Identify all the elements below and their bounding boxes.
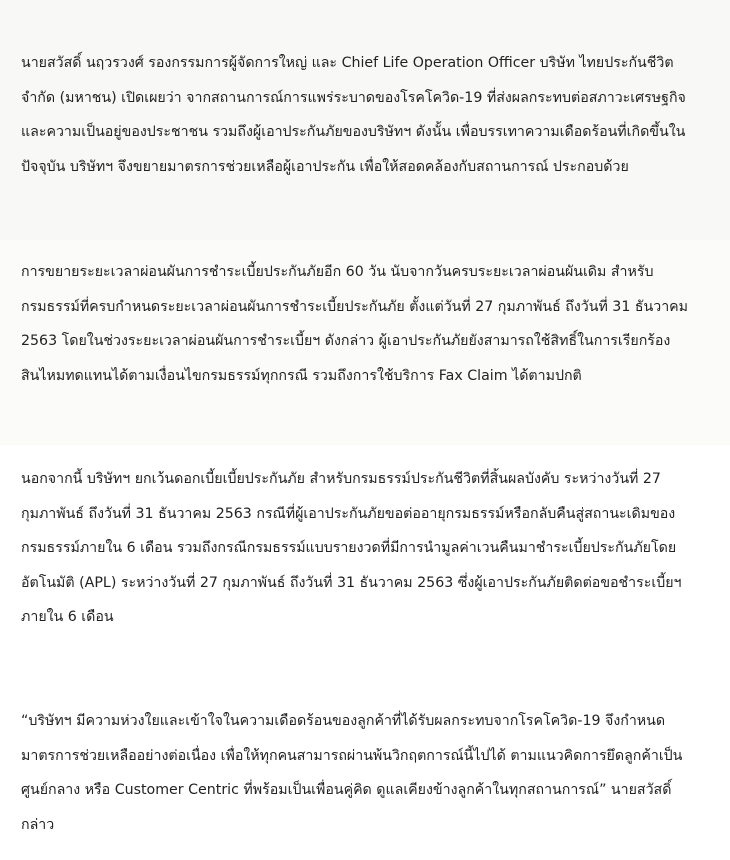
paragraph-quote: “บริษัทฯ มีความห่วงใยและเข้าใจในความเดือดร้อนของลูกค้าที่ได้รับผลกระทบจากโรคโควิด-19 จึงกำหนดมาตรการช่วยเหลืออย่างต่อเนื่อง เพื่อให้ทุกคนสามารถผ่านพ้นวิกฤตการณ์นี้ไปได้ ตามแนวคิดการยึดลูกค้าเป็นศูนย์กลาง หรือ Customer Centric ที่พร้อมเป็นเพื่อนคู่คิด ดูแลเคียงข้างลูกค้าในทุกสถานการณ์” นายสวัสดิ์กล่าว — [21, 713, 683, 833]
paragraph-grace-period: การขยายระยะเวลาผ่อนผันการชำระเบี้ยประกันภัยอีก 60 วัน นับจากวันครบระยะเวลาผ่อนผันเดิม สำหรับกรมธรรม์ที่ครบกำหนดระยะเวลาผ่อนผันการชำระเบี้ยประกันภัย ตั้งแต่วันที่ 27 กุมภาพันธ์ ถึงวันที่ 31 ธันวาคม 2563 โดยในช่วงระยะเวลาผ่อนผันการชำระเบี้ยฯ ดังกล่าว ผู้เอาประกันภัยยังสามารถใช้สิทธิ์ในการเรียกร้องสินไหมทดแทนได้ตามเงื่อนไขกรมธรรม์ทุกกรณี รวมถึงการใช้บริการ Fax Claim ได้ตามปกติ — [21, 264, 688, 384]
paragraph-interest-waiver: นอกจากนี้ บริษัทฯ ยกเว้นดอกเบี้ยเบี้ยประกันภัย สำหรับกรมธรรม์ประกันชีวิตที่สิ้นผลบังคับ ระหว่างวันที่ 27 กุมภาพันธ์ ถึงวันที่ 31 ธันวาคม 2563 กรณีที่ผู้เอาประกันภัยขอต่ออายุกรมธรรม์หรือกลับคืนสู่สถานะเดิมของกรมธรรม์ภายใน 6 เดือน รวมถึงกรณีกรมธรรม์แบบรายงวดที่มีการนำมูลค่าเวนคืนมาชำระเบี้ยประกันภัยโดยอัตโนมัติ (APL) ระหว่างวันที่ 27 กุมภาพันธ์ ถึงวันที่ 31 ธันวาคม 2563 ซึ่งผู้เอาประกันภัยติดต่อขอชำระเบี้ยฯ ภายใน 6 เดือน — [21, 471, 682, 625]
paragraph-intro: นายสวัสดิ์ นฤวรวงศ์ รองกรรมการผู้จัดการใหญ่ และ Chief Life Operation Officer บริษัท ไทยประกันชีวิต จำกัด (มหาชน) เปิดเผยว่า จากสถานการณ์การแพร่ระบาดของโรคโควิด-19 ที่ส่งผลกระทบต่อสภาวะเศรษฐกิจ และความเป็นอยู่ของประชาชน รวมถึงผู้เอาประกันภัยของบริษัทฯ ดังนั้น เพื่อบรรเทาความเดือดร้อนที่เกิดขึ้นในปัจจุบัน บริษัทฯ จึงขยายมาตรการช่วยเหลือผู้เอาประกัน เพื่อให้สอดคล้องกับสถานการณ์ ประกอบด้วย — [21, 55, 686, 175]
